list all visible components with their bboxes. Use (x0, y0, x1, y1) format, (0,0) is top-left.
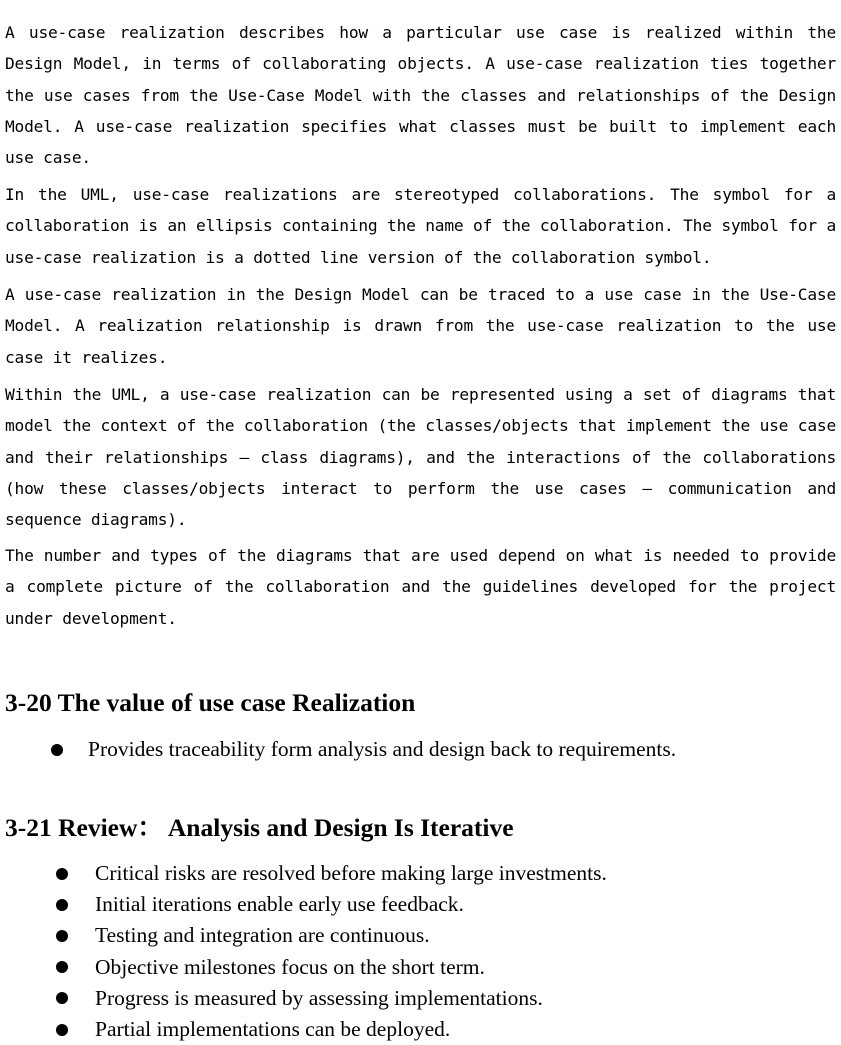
bullet-dot-icon (56, 930, 68, 942)
list-item-text: Progress is measured by assessing implementations. (95, 985, 543, 1010)
bullet-dot-icon (56, 1024, 68, 1036)
bullet-dot-icon (56, 992, 68, 1004)
list-item (0, 889, 841, 920)
list-item-text: Critical risks are resolved before making large investments. (95, 861, 607, 885)
list-item-text: Provides traceability form analysis and design back to requirements. (88, 737, 677, 761)
list-item (0, 1014, 841, 1045)
bullet-dot-icon (56, 961, 68, 973)
list-item (0, 983, 841, 1014)
bullet-dot-icon (56, 868, 68, 880)
list-item-text: Partial implementations can be deployed. (95, 1016, 451, 1041)
paragraph-traceability-to-use-case: A use-case realization in the Design Model can be traced to a use case in the Use-Case Model. A realization relationship is drawn from the use-case realization to the use case it realizes. (5, 285, 836, 367)
paragraph-uml-stereotyped-collaborations: In the UML, use-case realizations are stereotyped collaborations. The symbol for a collaboration is an ellipsis containing the name of the collaboration. The symbol for a use-case realization is a dotted line version of the collaboration symbol. (5, 185, 836, 267)
bullet-dot-icon (56, 899, 68, 911)
list-item (0, 952, 841, 983)
list-item (0, 858, 841, 889)
paragraph-uml-diagrams: Within the UML, a use-case realization can be represented using a set of diagrams that model the context of the collaboration (the classes/objects that implement the use case and their relationships — class diagrams), and the interactions of the collaborations (how these classes/objects interact to perform the use cases — communication and sequence diagrams). (5, 385, 836, 530)
bullet-list-3-21 (0, 858, 841, 1045)
bullet-list-3-20 (0, 734, 841, 765)
paragraph-use-case-realization-definition: A use-case realization describes how a particular use case is realized within the Design Model, in terms of collaborating objects. A use-case realization ties together the use cases from the Use-Case Model with the classes and relationships of the Design Model. A use-case realization specifies what classes must be built to implement each use case. (5, 23, 836, 168)
paragraph-number-of-diagrams: The number and types of the diagrams that are used depend on what is needed to provide a complete picture of the collaboration and the guidelines developed for the project under development. (5, 546, 836, 628)
list-item (0, 734, 841, 765)
list-item-text: Objective milestones focus on the short term. (95, 954, 485, 979)
list-item-text: Testing and integration are continuous. (95, 923, 430, 948)
section-heading-3-20: 3-20 The value of use case Realization (5, 688, 416, 717)
list-item-text: Initial iterations enable early use feedback. (95, 892, 464, 917)
bullet-dot-icon (51, 744, 63, 756)
section-heading-3-21: 3-21 Review： Analysis and Design Is Iterative (5, 813, 514, 842)
list-item (0, 920, 841, 951)
